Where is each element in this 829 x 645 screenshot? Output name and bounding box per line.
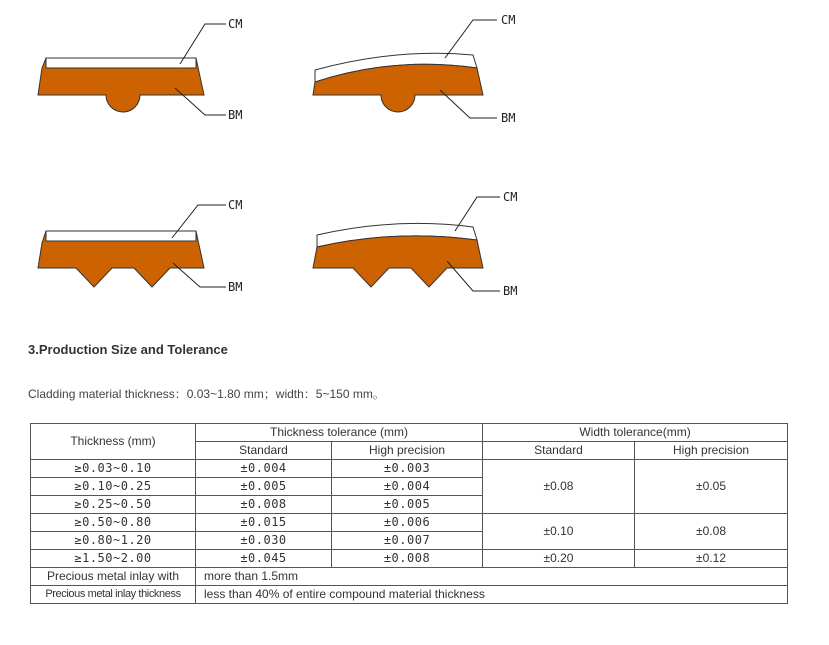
thickness-standard-header: Standard [196, 442, 332, 460]
bm-label: BM [501, 111, 516, 125]
thickness-header: Thickness (mm) [31, 424, 196, 460]
table-row [31, 568, 788, 586]
standard-tolerance-cell: ±0.045 [196, 550, 332, 568]
thickness-high-precision-header: High precision [332, 442, 483, 460]
thickness-range-cell: ≥0.50~0.80 [31, 514, 196, 532]
profile-diagram-flat-bump [30, 10, 260, 130]
thickness-range-cell: ≥0.03~0.10 [31, 460, 196, 478]
width-standard-header: Standard [483, 442, 635, 460]
standard-tolerance-cell: ±0.005 [196, 478, 332, 496]
width-tolerance-header: Width tolerance(mm) [483, 424, 788, 442]
thickness-tolerance-header: Thickness tolerance (mm) [196, 424, 483, 442]
inlay-width-label: Precious metal inlay with [31, 568, 196, 586]
width-high-precision-cell: ±0.12 [635, 550, 788, 568]
profile-diagram-arched-bump [305, 10, 545, 130]
table-row [31, 460, 788, 478]
high-precision-tolerance-cell: ±0.006 [332, 514, 483, 532]
thickness-range-cell: ≥1.50~2.00 [31, 550, 196, 568]
table-header-row [31, 424, 788, 442]
width-standard-cell: ±0.10 [483, 514, 635, 550]
standard-tolerance-cell: ±0.004 [196, 460, 332, 478]
section-title: 3.Production Size and Tolerance [28, 342, 228, 357]
width-standard-cell: ±0.20 [483, 550, 635, 568]
thickness-range-cell: ≥0.80~1.20 [31, 532, 196, 550]
width-high-precision-cell: ±0.05 [635, 460, 788, 514]
width-high-precision-header: High precision [635, 442, 788, 460]
cladding-layer [46, 58, 196, 68]
tolerance-table [30, 423, 788, 604]
table-row [31, 550, 788, 568]
inlay-thickness-value: less than 40% of entire compound material thickness [196, 586, 788, 604]
cm-leader-line [445, 20, 497, 58]
inlay-thickness-label: Precious metal inlay thickness [31, 586, 196, 604]
high-precision-tolerance-cell: ±0.004 [332, 478, 483, 496]
bm-label: BM [503, 284, 518, 298]
profile-diagram-arched-v [305, 185, 545, 305]
bm-label: BM [228, 108, 243, 122]
standard-tolerance-cell: ±0.030 [196, 532, 332, 550]
cm-label: CM [503, 190, 518, 204]
table-row [31, 514, 788, 532]
width-high-precision-cell: ±0.08 [635, 514, 788, 550]
base-metal-shape [313, 236, 483, 287]
cm-label: CM [228, 198, 243, 212]
cladding-summary: Cladding material thickness：0.03~1.80 mm；width：5~150 mm。 [28, 387, 385, 401]
table-row [31, 586, 788, 604]
inlay-width-value: more than 1.5mm [196, 568, 788, 586]
thickness-range-cell: ≥0.10~0.25 [31, 478, 196, 496]
bm-label: BM [228, 280, 243, 294]
width-standard-cell: ±0.08 [483, 460, 635, 514]
cm-label: CM [228, 17, 243, 31]
standard-tolerance-cell: ±0.008 [196, 496, 332, 514]
high-precision-tolerance-cell: ±0.005 [332, 496, 483, 514]
high-precision-tolerance-cell: ±0.007 [332, 532, 483, 550]
high-precision-tolerance-cell: ±0.008 [332, 550, 483, 568]
standard-tolerance-cell: ±0.015 [196, 514, 332, 532]
cm-label: CM [501, 13, 516, 27]
thickness-range-cell: ≥0.25~0.50 [31, 496, 196, 514]
high-precision-tolerance-cell: ±0.003 [332, 460, 483, 478]
profile-diagram-flat-v [30, 195, 260, 305]
